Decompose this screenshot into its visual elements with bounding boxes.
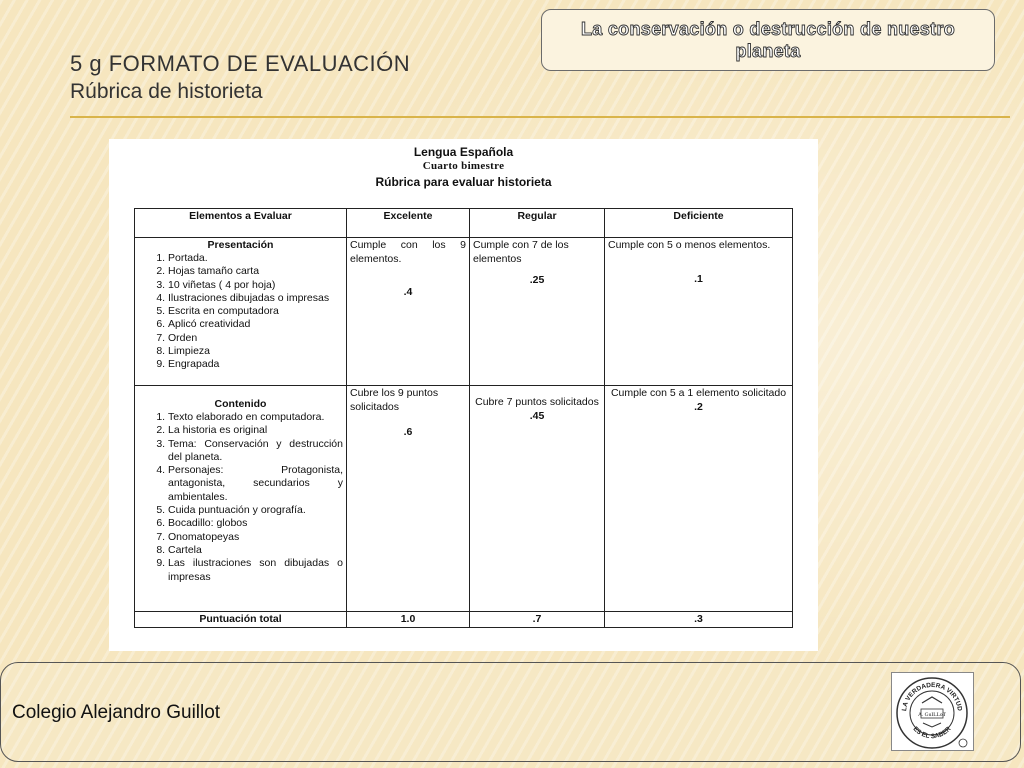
level-score: .25 (529, 274, 545, 286)
level-score: .45 (529, 409, 545, 422)
column-header: Elementos a Evaluar (135, 209, 347, 238)
level-description: Cumple con 7 de los elementos (473, 239, 569, 265)
level-description: Cubre 7 puntos solicitados (475, 396, 599, 408)
category-label: Contenido (214, 398, 267, 410)
header-box-text: La conservación o destrucción de nuestro planeta (580, 19, 956, 61)
excelente-cell (347, 386, 470, 612)
level-score: .4 (403, 286, 413, 298)
total-deficiente: .3 (605, 612, 793, 628)
total-excelente: 1.0 (347, 612, 470, 628)
level-description: Cumple con 5 a 1 elemento solicitado (610, 387, 787, 399)
list-item: 4. Personajes: Protagonista, antagonista, secundarios y ambientales. (168, 464, 343, 504)
doc-period: Cuarto bimestre (422, 160, 505, 172)
total-row (135, 612, 793, 628)
category-label: Presentación (207, 239, 274, 251)
regular-cell (470, 386, 605, 612)
slide-subtitle: Rúbrica de historieta (70, 80, 263, 103)
list-item: 2. La historia es original (168, 424, 343, 437)
table-row (135, 386, 793, 612)
title-divider (70, 116, 1010, 118)
list-item: 9. Engrapada (168, 358, 343, 371)
doc-heading: Rúbrica para evaluar historieta (375, 175, 552, 189)
list-item: 8. Limpieza (168, 345, 343, 358)
level-score: .1 (694, 272, 703, 285)
list-item: 7. Orden (168, 332, 343, 345)
table-row (135, 238, 793, 386)
column-header: Regular (470, 209, 605, 238)
list-item: 1. Texto elaborado en computadora. (168, 411, 343, 424)
level-description: Cumple con 5 o menos elementos. (608, 239, 771, 251)
level-description: Cumple con los 9 elementos. (350, 239, 466, 265)
deficiente-cell (605, 238, 793, 386)
crest-name: A. GuILLoT (917, 712, 947, 718)
slide-title (70, 50, 410, 106)
list-item: 8. Cartela (168, 544, 343, 557)
list-item: 5. Cuida puntuación y orografía. (168, 504, 343, 517)
excelente-cell (347, 238, 470, 386)
list-item: 6. Aplicó creatividad (168, 318, 343, 331)
slide-title-line1: 5 g FORMATO DE EVALUACIÓN (70, 51, 411, 76)
criteria-cell (135, 238, 347, 386)
list-item: 1. Portada. (168, 252, 343, 265)
school-crest-icon (891, 672, 974, 751)
doc-subject: Lengua Española (413, 145, 514, 159)
table-header-row (135, 209, 793, 238)
list-item: 3. Tema: Conservación y destrucción del planeta. (168, 438, 343, 465)
list-item: 2. Hojas tamaño carta (168, 265, 343, 278)
deficiente-cell (605, 386, 793, 612)
crest-bottom-text: ES EL SABER (911, 725, 953, 741)
list-item: 5. Escrita en computadora (168, 305, 343, 318)
column-header: Deficiente (605, 209, 793, 238)
level-score: .2 (694, 400, 703, 413)
header-box (541, 9, 995, 71)
list-item: 4. Ilustraciones dibujadas o impresas (168, 292, 343, 305)
list-item: 6. Bocadillo: globos (168, 517, 343, 530)
level-score: .6 (403, 426, 413, 438)
rubric-table (134, 208, 793, 628)
criteria-list (138, 411, 343, 584)
list-item: 9. Las ilustraciones son dibujadas o impresas (168, 557, 343, 584)
total-regular: .7 (470, 612, 605, 628)
level-description: Cubre los 9 puntos solicitados (350, 387, 439, 413)
column-header: Excelente (347, 209, 470, 238)
list-item: 7. Onomatopeyas (168, 531, 343, 544)
list-item: 3. 10 viñetas ( 4 por hoja) (168, 279, 343, 292)
criteria-list (138, 252, 343, 372)
crest-top-text: LA VERDADERA VIRTUD (901, 681, 963, 712)
regular-cell (470, 238, 605, 386)
criteria-cell (135, 386, 347, 612)
school-name: Colegio Alejandro Guillot (12, 702, 221, 723)
rubric-document (109, 139, 818, 651)
total-label: Puntuación total (135, 612, 347, 628)
